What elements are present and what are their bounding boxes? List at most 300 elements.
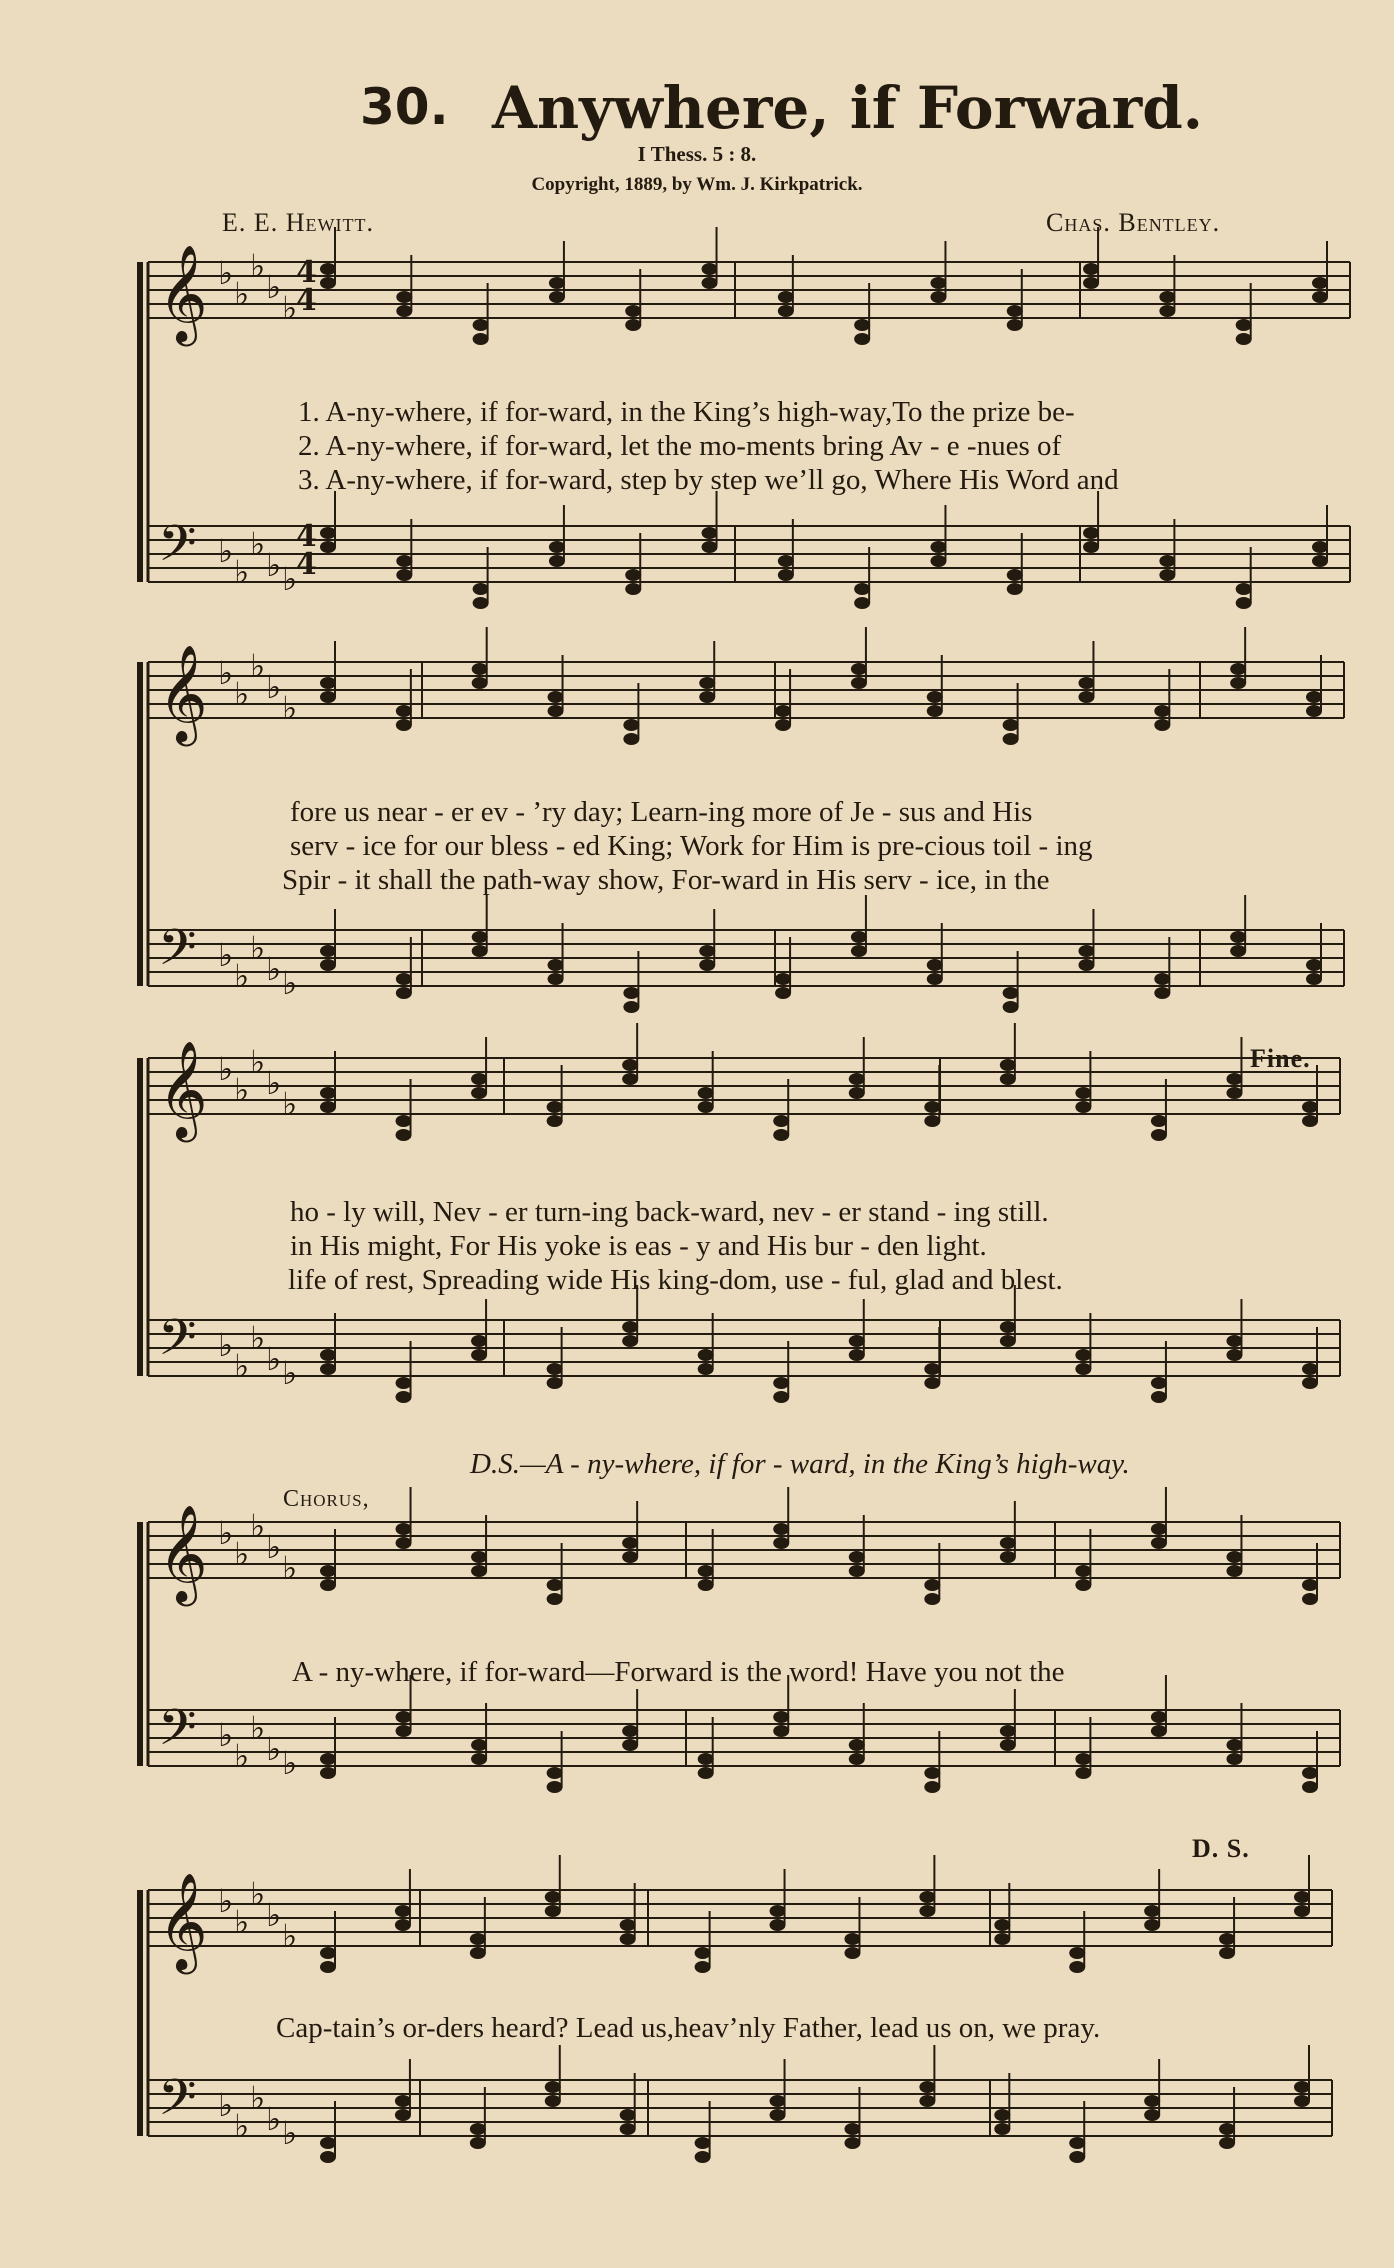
notehead [778,569,794,581]
notehead [930,555,946,567]
notehead [695,2137,711,2149]
flat-icon: ♭ [250,1507,266,1545]
flat-icon: ♭ [282,560,298,598]
notehead [622,1739,638,1751]
notehead [395,1919,411,1931]
notehead [1236,333,1252,345]
flat-icon: ♭ [218,2086,234,2124]
notehead [622,1725,638,1737]
notehead [545,2095,561,2107]
notehead [1075,1349,1091,1361]
flat-icon: ♭ [250,1043,266,1081]
notehead [1154,973,1170,985]
flat-icon: ♭ [234,1535,250,1573]
notehead [854,597,870,609]
notehead [1151,1129,1167,1141]
notehead [1069,1947,1085,1959]
notehead [623,719,639,731]
notehead [1159,555,1175,567]
notehead [1078,945,1094,957]
notehead [470,2123,486,2135]
notehead [622,1335,638,1347]
notehead [473,333,489,345]
notehead [1000,1073,1016,1085]
notehead [547,1593,563,1605]
notehead [1000,1059,1016,1071]
flat-icon: ♭ [266,950,282,988]
notehead [547,1767,563,1779]
notehead [699,959,715,971]
notehead [396,1377,412,1389]
notehead [773,1391,789,1403]
notehead [320,691,336,703]
notehead [1226,1565,1242,1577]
flat-icon: ♭ [234,957,250,995]
notehead [1230,945,1246,957]
flat-icon: ♭ [282,289,298,327]
notehead [1003,987,1019,999]
flat-icon: ♭ [234,1737,250,1775]
notehead [1159,569,1175,581]
notehead [549,555,565,567]
notehead [849,1073,865,1085]
notehead [924,1781,940,1793]
notehead [702,541,718,553]
notehead [702,263,718,275]
notehead [471,1349,487,1361]
notehead [396,1129,412,1141]
notehead [620,2109,636,2121]
notehead [844,1947,860,1959]
flat-icon: ♭ [250,525,266,563]
notehead [854,583,870,595]
notehead [1151,1115,1167,1127]
notehead [698,1363,714,1375]
notehead [770,2109,786,2121]
notehead [396,1725,412,1737]
notehead [699,691,715,703]
notehead [395,2109,411,2121]
notehead [773,1537,789,1549]
bass-clef-icon: 𝄢 [158,919,197,989]
notehead [1219,1933,1235,1945]
notehead [854,319,870,331]
verse3-line2: Spir - it shall the path-way show, For-ward in His serv - ice, in the [282,864,1050,896]
notehead [1075,1101,1091,1113]
notehead [778,291,794,303]
notehead [1083,541,1099,553]
notehead [773,1725,789,1737]
notehead [1007,305,1023,317]
notehead [549,291,565,303]
notehead [473,319,489,331]
notehead [471,1739,487,1751]
notehead [548,973,564,985]
flat-icon: ♭ [282,2114,298,2152]
notehead [320,263,336,275]
notehead [695,2151,711,2163]
notehead [1219,1947,1235,1959]
notehead [620,1919,636,1931]
notehead [1219,2123,1235,2135]
flat-icon: ♭ [250,1709,266,1747]
flat-icon: ♭ [218,1882,234,1920]
notehead [1078,677,1094,689]
notehead [775,987,791,999]
notehead [770,1919,786,1931]
notehead [1230,677,1246,689]
notehead [1151,1523,1167,1535]
flat-icon: ♭ [250,1875,266,1913]
notehead [547,1377,563,1389]
flat-icon: ♭ [250,1319,266,1357]
notehead [549,541,565,553]
notehead [1226,1087,1242,1099]
notehead [1236,583,1252,595]
notehead [625,319,641,331]
notehead [930,291,946,303]
notehead [623,987,639,999]
notehead [471,1565,487,1577]
flat-icon: ♭ [250,247,266,285]
notehead [1159,291,1175,303]
notehead [695,1947,711,1959]
notehead [849,1349,865,1361]
notehead [1003,719,1019,731]
notehead [320,1087,336,1099]
notehead [924,1101,940,1113]
notehead [473,583,489,595]
notehead [472,677,488,689]
notehead [699,677,715,689]
notehead [1219,2137,1235,2149]
notehead [994,1933,1010,1945]
notehead [396,1523,412,1535]
notehead [1312,555,1328,567]
notehead [849,1739,865,1751]
notehead [1144,1919,1160,1931]
flat-icon: ♭ [282,1917,298,1955]
notehead [396,719,412,731]
notehead [1302,1115,1318,1127]
notehead [549,277,565,289]
notehead [470,1933,486,1945]
notehead [775,705,791,717]
notehead [320,945,336,957]
notehead [924,1579,940,1591]
notehead [773,1129,789,1141]
ds-lyric-line: D.S.—A - ny-where, if for - ward, in the King’s high-way. [470,1448,1130,1480]
flat-icon: ♭ [234,553,250,591]
notehead [548,959,564,971]
notehead [547,1363,563,1375]
notehead [1144,2095,1160,2107]
notehead [698,1565,714,1577]
notehead [1000,1551,1016,1563]
notehead [773,1711,789,1723]
chorus-label: Chorus, [283,1486,370,1512]
notehead [1151,1537,1167,1549]
flat-icon: ♭ [266,546,282,584]
notehead [702,527,718,539]
time-signature: 4 [296,255,317,290]
notehead [395,1905,411,1917]
notehead [924,1593,940,1605]
treble-clef-icon: 𝄞 [158,1504,208,1602]
notehead [854,333,870,345]
notehead [622,1059,638,1071]
flat-icon: ♭ [218,936,234,974]
notehead [1075,1363,1091,1375]
notehead [1007,583,1023,595]
flat-icon: ♭ [234,675,250,713]
notehead [320,1363,336,1375]
notehead [994,2123,1010,2135]
notehead [471,1073,487,1085]
notehead [1236,319,1252,331]
flat-icon: ♭ [266,1896,282,1934]
notehead [698,1349,714,1361]
notehead [849,1565,865,1577]
notehead [1075,1753,1091,1765]
composer-credit: Chas. Bentley. [1046,208,1221,237]
notehead [1306,959,1322,971]
notehead [623,1001,639,1013]
notehead [1159,305,1175,317]
notehead [1000,1739,1016,1751]
flat-icon: ♭ [266,1730,282,1768]
notehead [698,1753,714,1765]
notehead [1000,1321,1016,1333]
notehead [1144,2109,1160,2121]
notehead [1003,733,1019,745]
notehead [844,2123,860,2135]
flat-icon: ♭ [234,2107,250,2145]
notehead [1144,1905,1160,1917]
notehead [1302,1101,1318,1113]
notehead [1226,1349,1242,1361]
notehead [396,291,412,303]
notehead [1007,319,1023,331]
notehead [924,1115,940,1127]
notehead [622,1073,638,1085]
notehead [770,2095,786,2107]
notehead [547,1115,563,1127]
flat-icon: ♭ [282,1744,298,1782]
notehead [396,1115,412,1127]
treble-clef-icon: 𝄞 [158,1040,208,1138]
notehead [1154,987,1170,999]
flat-icon: ♭ [218,1326,234,1364]
flat-icon: ♭ [266,1340,282,1378]
notehead [699,945,715,957]
verse2-line3: in His might, For His yoke is eas - y and His bur - den light. [290,1230,987,1262]
notehead [320,1961,336,1973]
notehead [994,1919,1010,1931]
flat-icon: ♭ [282,1549,298,1587]
notehead [320,1565,336,1577]
notehead [548,705,564,717]
notehead [545,2081,561,2093]
notehead [1078,691,1094,703]
verse2-line1: 2. A-ny-where, if for-ward, let the mo-ments bring Av - e -nues of [298,430,1062,462]
notehead [320,677,336,689]
notehead [851,663,867,675]
notehead [1302,1363,1318,1375]
notehead [1151,1377,1167,1389]
notehead [1154,705,1170,717]
notehead [1154,719,1170,731]
notehead [1151,1391,1167,1403]
flat-icon: ♭ [234,1071,250,1109]
notehead [545,1905,561,1917]
notehead [320,1947,336,1959]
notehead [1000,1725,1016,1737]
notehead [320,1101,336,1113]
time-signature: 4 [296,547,317,582]
flat-icon: ♭ [250,929,266,967]
notehead [1230,931,1246,943]
notehead [927,691,943,703]
notehead [472,663,488,675]
flat-icon: ♭ [266,268,282,306]
notehead [625,305,641,317]
notehead [1294,1891,1310,1903]
hymn-number: 30. [360,78,449,136]
flat-icon: ♭ [282,689,298,727]
flat-icon: ♭ [234,1903,250,1941]
flat-icon: ♭ [282,964,298,1002]
notehead [320,1349,336,1361]
notehead [1306,973,1322,985]
notehead [1226,1335,1242,1347]
notehead [1003,1001,1019,1013]
copyright-notice: Copyright, 1889, by Wm. J. Kirkpatrick. [531,174,863,195]
notehead [320,1767,336,1779]
notehead [927,973,943,985]
notehead [702,277,718,289]
notehead [698,1087,714,1099]
notehead [1302,1377,1318,1389]
notehead [1306,691,1322,703]
verse1-line2: fore us near - er ev - ’ry day; Learn-ing more of Je - sus and His [290,796,1033,828]
verse3-line3: life of rest, Spreading wide His king-dom, use - ful, glad and blest. [288,1264,1063,1296]
notehead [396,1391,412,1403]
notehead [695,1961,711,1973]
notehead [927,705,943,717]
notehead [1302,1767,1318,1779]
notehead [1294,2081,1310,2093]
notehead [1230,663,1246,675]
notehead [396,1537,412,1549]
notehead [844,1933,860,1945]
notehead [320,2151,336,2163]
notehead [396,705,412,717]
notehead [1069,2137,1085,2149]
notehead [625,569,641,581]
notehead [775,973,791,985]
notehead [994,2109,1010,2121]
verse1-line3: ho - ly will, Nev - er turn-ing back-ward, nev - er stand - ing still. [290,1196,1049,1228]
notehead [1078,959,1094,971]
notehead [1226,1753,1242,1765]
notehead [320,527,336,539]
notehead [622,1537,638,1549]
time-signature: 4 [296,519,317,554]
notehead [770,1905,786,1917]
notehead [396,987,412,999]
notehead [773,1377,789,1389]
notehead [470,2137,486,2149]
bass-clef-icon: 𝄢 [158,1699,197,1769]
flat-icon: ♭ [218,532,234,570]
flat-icon: ♭ [218,1050,234,1088]
chorus-line2: Cap-tain’s or-ders heard? Lead us,heav’nly Father, lead us on, we pray. [276,2012,1101,2044]
notehead [1294,2095,1310,2107]
notehead [927,959,943,971]
flat-icon: ♭ [266,1528,282,1566]
notehead [919,1891,935,1903]
bass-clef-icon: 𝄢 [158,1309,197,1379]
notehead [471,1087,487,1099]
notehead [396,1711,412,1723]
notehead [471,1335,487,1347]
notehead [1069,2151,1085,2163]
notehead [1312,277,1328,289]
notehead [1151,1725,1167,1737]
flat-icon: ♭ [234,1347,250,1385]
notehead [1151,1711,1167,1723]
flat-icon: ♭ [234,275,250,313]
notehead [1312,541,1328,553]
treble-clef-icon: 𝄞 [158,244,208,342]
ds-marking: D. S. [1192,1834,1250,1863]
notehead [1236,597,1252,609]
flat-icon: ♭ [250,647,266,685]
notehead [547,1579,563,1591]
notehead [547,1101,563,1113]
notehead [924,1767,940,1779]
notehead [620,2123,636,2135]
notehead [396,305,412,317]
verse1-line1: 1. A-ny-where, if for-ward, in the King’s high-way,To the prize be- [298,396,1075,428]
notehead [396,569,412,581]
flat-icon: ♭ [266,1064,282,1102]
notehead [320,541,336,553]
time-signature: 4 [296,283,317,318]
notehead [472,931,488,943]
notehead [1302,1593,1318,1605]
flat-icon: ♭ [218,254,234,292]
notehead [773,1115,789,1127]
notehead [1302,1781,1318,1793]
notehead [545,1891,561,1903]
notehead [622,1321,638,1333]
notehead [320,277,336,289]
notehead [919,2095,935,2107]
flat-icon: ♭ [282,1354,298,1392]
notehead [1306,705,1322,717]
scripture-reference: I Thess. 5 : 8. [637,142,757,166]
notehead [1069,1961,1085,1973]
notehead [851,677,867,689]
notehead [320,959,336,971]
notehead [778,555,794,567]
staff-systems [140,227,1350,2163]
notehead [1000,1335,1016,1347]
notehead [625,583,641,595]
notehead [471,1551,487,1563]
